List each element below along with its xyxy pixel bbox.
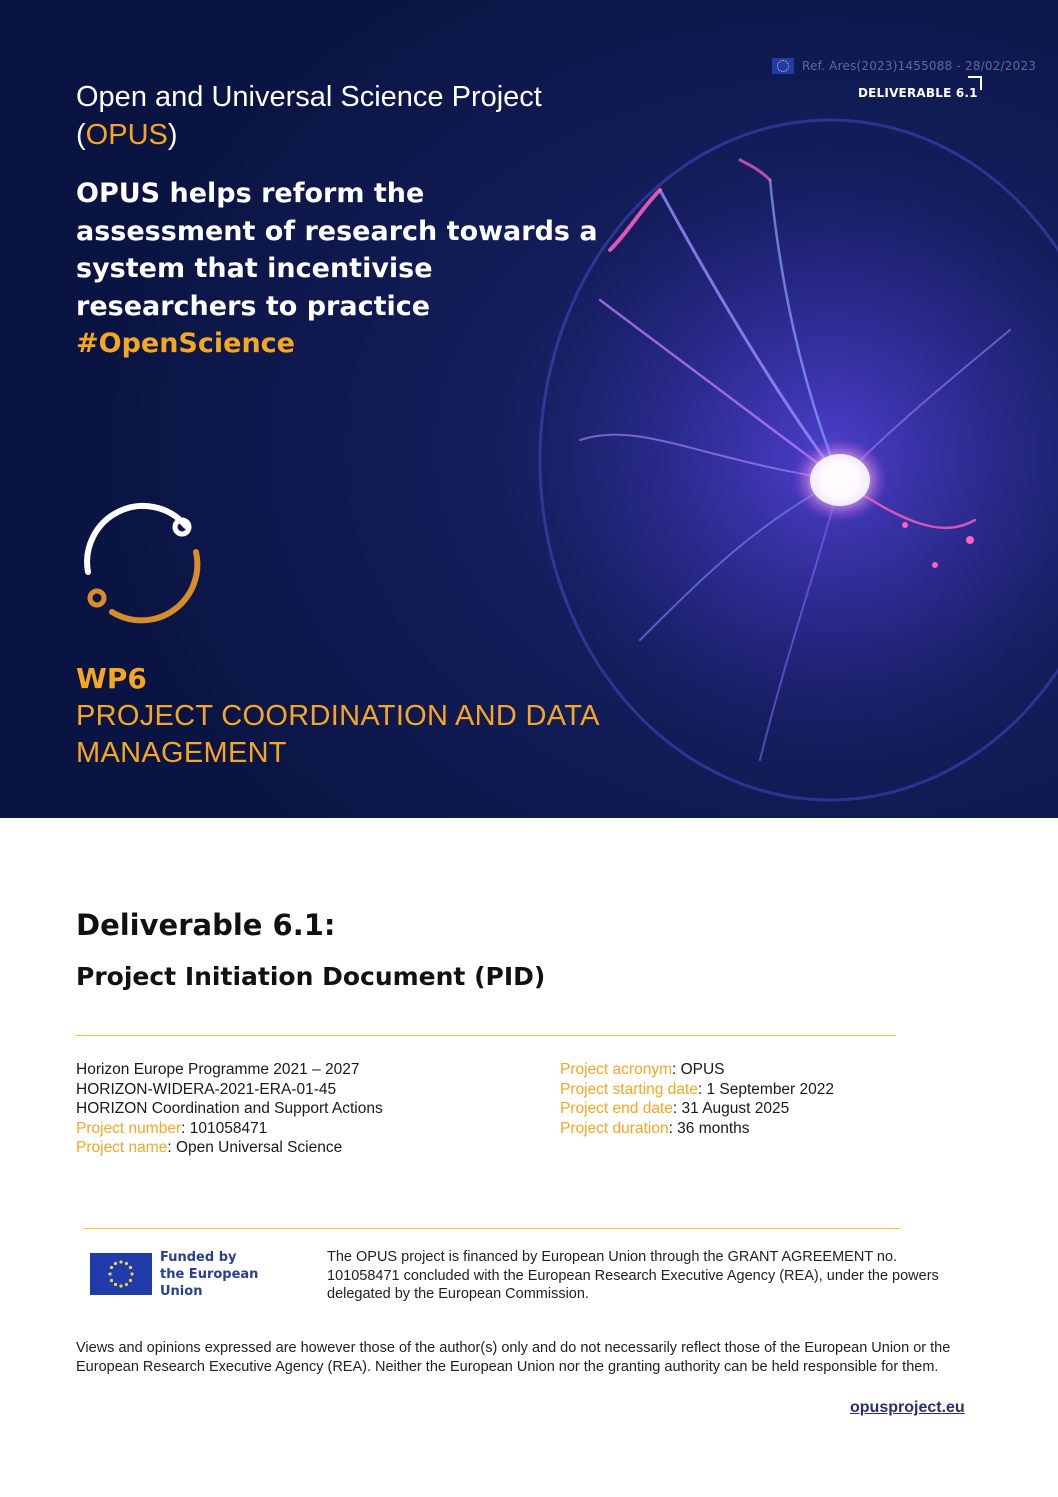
end-date-row (560, 1099, 980, 1119)
opus-logo-icon (76, 502, 206, 627)
work-package-number: WP6 (76, 662, 147, 695)
project-number-row (76, 1119, 536, 1139)
project-name-label: Project name (76, 1139, 168, 1156)
duration-value: : 36 months (668, 1119, 750, 1137)
project-number-value: : 101058471 (181, 1119, 268, 1137)
duration-row (560, 1119, 980, 1139)
document-subtitle: Project Initiation Document (PID) (76, 962, 546, 991)
disclaimer: Views and opinions expressed are however those of the author(s) only and do not necessarily reflect those of the European Union or the European Research Executive Agency (REA). Neither the European Union nor the granting authority can be held responsible for them. (76, 1340, 951, 1375)
action-type: HORIZON Coordination and Support Actions (76, 1100, 383, 1117)
duration-label: Project duration (560, 1119, 669, 1137)
funded-by-line2: the European Union (160, 1266, 259, 1299)
funded-by-eu-badge (90, 1249, 302, 1299)
grant-agreement-text: The OPUS project is financed by European Union through the GRANT AGREEMENT no. 101058471 concluded with the European Research Executive Agency (REA), under the powers delegated by the European Commission. (327, 1249, 939, 1302)
eu-flag-icon (772, 58, 794, 74)
end-date-value: : 31 August 2025 (672, 1100, 790, 1117)
end-date-label: Project end date (560, 1100, 673, 1117)
hashtag: #OpenScience (76, 328, 295, 359)
project-name-heading (76, 78, 596, 154)
website-link[interactable]: opusproject.eu (850, 1399, 965, 1416)
acronym-row (560, 1060, 980, 1080)
funded-by-line1: Funded by (160, 1249, 237, 1265)
project-number-label: Project number (76, 1119, 182, 1137)
funded-by-text (160, 1249, 302, 1300)
project-meta-left (76, 1060, 536, 1158)
deliverable-tag: DELIVERABLE 6.1 (858, 86, 978, 100)
reference-stamp (772, 58, 1036, 74)
project-name-suffix: ) (167, 119, 178, 151)
reference-number: Ref. Ares(2023)1455088 - 28/02/2023 (802, 59, 1037, 73)
work-package (76, 660, 676, 772)
project-name-prefix: Open and Universal Science Project ( (76, 81, 542, 151)
programme: Horizon Europe Programme 2021 – 2027 (76, 1061, 360, 1078)
project-name-value: : Open Universal Science (167, 1139, 343, 1156)
project-acronym: OPUS (85, 119, 168, 151)
start-date-row (560, 1080, 980, 1100)
project-meta-right (560, 1060, 980, 1138)
acronym-value: : OPUS (671, 1061, 725, 1078)
work-package-title: PROJECT COORDINATION AND DATA MANAGEMENT (76, 700, 599, 769)
start-date-value: : 1 September 2022 (697, 1080, 835, 1098)
divider (84, 1228, 900, 1229)
call-identifier: HORIZON-WIDERA-2021-ERA-01-45 (76, 1080, 337, 1098)
tagline-text: OPUS helps reform the assessment of research towards a system that incentivise researchers to practice (76, 178, 598, 322)
start-date-label: Project starting date (560, 1080, 698, 1098)
project-name-row (76, 1138, 536, 1158)
tagline (76, 175, 606, 363)
acronym-label: Project acronym (560, 1061, 672, 1078)
document-title: Deliverable 6.1: (76, 908, 336, 942)
eu-flag-icon (90, 1253, 152, 1295)
divider (76, 1035, 896, 1036)
